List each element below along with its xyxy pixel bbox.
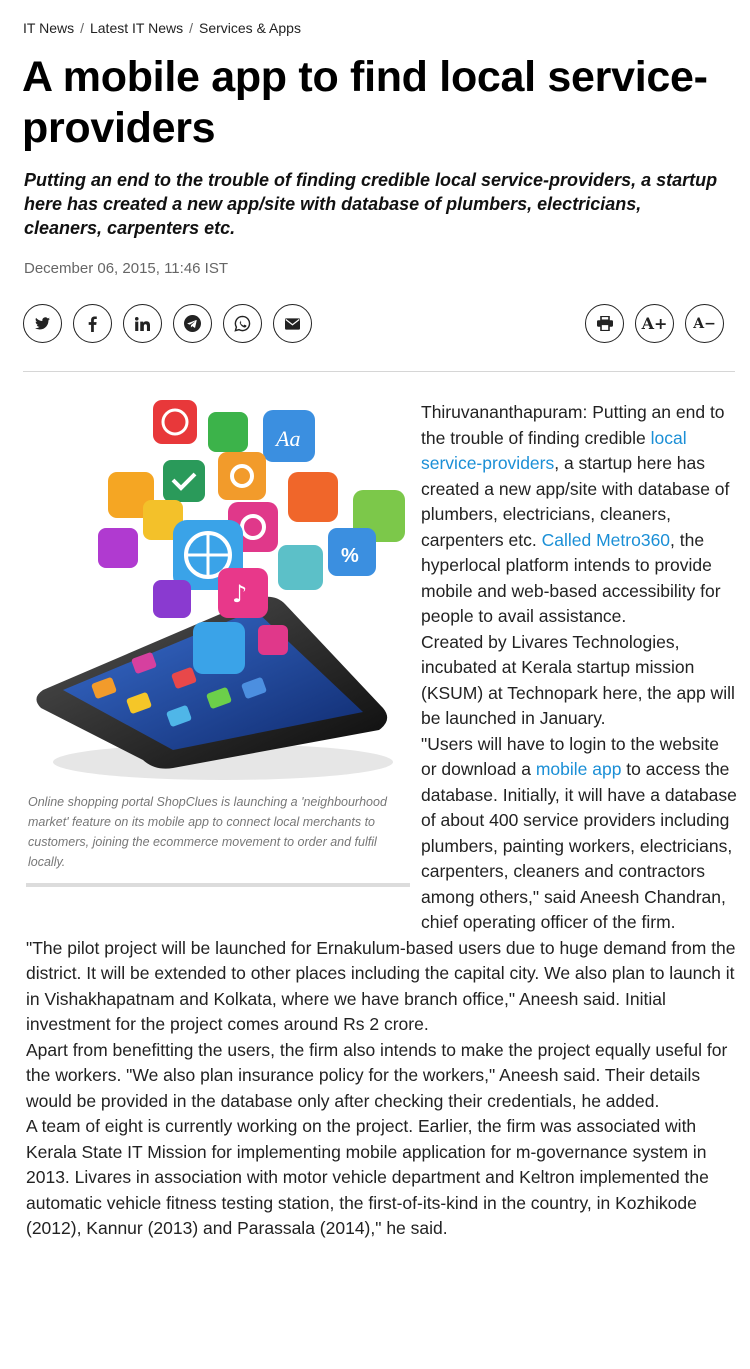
header-divider: [23, 371, 735, 372]
font-decrease-button[interactable]: [685, 304, 724, 343]
local-service-providers-link[interactable]: local service-providers: [421, 427, 687, 473]
body-paragraph-4: "The pilot project will be launched for Ernakulum-based users due to huge demand from the district. It will be extended to other places including the capital city. We also plan to launch it in Vishakhapatnam and Kolkata, where we have branch office," Aneesh said. Initial investment for the project comes around Rs 2 crore.: [26, 937, 736, 1034]
body-text: , a startup here has created a new app/site with database of plumbers, electricians, cleaners, carpenters etc.: [421, 453, 730, 550]
svg-text:♪: ♪: [232, 580, 248, 608]
whatsapp-share-button[interactable]: [223, 304, 262, 343]
twitter-share-button[interactable]: [23, 304, 62, 343]
breadcrumb-separator: /: [80, 20, 84, 36]
linkedin-share-button[interactable]: [123, 304, 162, 343]
breadcrumb: [23, 20, 301, 36]
whatsapp-icon: [234, 315, 251, 332]
body-text: to access the database. Initially, it will have a database of about 400 service providers including plumbers, painting workers, electricians, carpenters, cleaners and contractors among others," said Aneesh Chandran, chief operating officer of the firm.: [421, 759, 737, 932]
print-icon: [597, 316, 613, 331]
svg-text:Aa: Aa: [276, 426, 301, 451]
article-tools: [585, 304, 724, 343]
called-metro360-link[interactable]: Called Metro360: [541, 529, 671, 550]
print-button[interactable]: [585, 304, 624, 343]
breadcrumb-it-news[interactable]: IT News: [23, 20, 75, 36]
linkedin-icon: [135, 317, 150, 331]
breadcrumb-services-apps[interactable]: Services & Apps: [199, 20, 301, 36]
body-text: "Users will have to login to the website or download a: [421, 733, 720, 779]
facebook-icon: [88, 316, 97, 332]
body-paragraph-6: A team of eight is currently working on the project. Earlier, the firm was associated with Kerala State IT Mission for implementing mobile application for m-governance system in 2013. Livares in association with motor vehicle department and Keltron implemented the automatic vehicle fitness testing station, the first-of-its-kind in the country, in Kozhikode (2012), Kannur (2013) and Parassala (2014)," he said.: [26, 1116, 709, 1238]
body-text: , the hyperlocal platform intends to provide mobile and web-based accessibility for people to avail assistance.: [421, 529, 721, 626]
mobile-app-link[interactable]: mobile app: [535, 759, 622, 779]
email-share-button[interactable]: [273, 304, 312, 343]
figure-caption: Online shopping portal ShopClues is launching a 'neighbourhood market' feature on its mobile app to connect local merchants to customers, joining the ecommerce movement to order and fulfil locally.: [28, 795, 387, 869]
twitter-icon: [35, 317, 50, 330]
breadcrumb-latest-it-news[interactable]: Latest IT News: [89, 20, 184, 36]
body-text: Thiruvananthapuram: Putting an end to the trouble of finding credible: [421, 402, 725, 448]
facebook-share-button[interactable]: [73, 304, 112, 343]
font-increase-label: A+: [641, 314, 668, 333]
body-paragraph-2: Created by Livares Technologies, incubated at Kerala startup mission (KSUM) at Technopark here, the app will be launched in January.: [421, 631, 735, 728]
telegram-share-button[interactable]: [173, 304, 212, 343]
article-summary: Putting an end to the trouble of finding credible local service-providers, a startup here has created a new app/site with database of plumbers, electricians, cleaners, carpenters etc.: [24, 170, 718, 238]
font-increase-button[interactable]: [635, 304, 674, 343]
figure-float-spacer: [26, 400, 421, 928]
article-body: [26, 400, 738, 1242]
breadcrumb-separator: /: [189, 20, 193, 36]
email-icon: [285, 318, 300, 330]
telegram-icon: [184, 315, 201, 332]
share-toolbar: [23, 304, 312, 343]
body-paragraph-5: Apart from benefitting the users, the firm also intends to make the project equally useful for the workers. "We also plan insurance policy for the workers," Aneesh said. Their details would be provided in the database only after checking their credentials, he added.: [26, 1039, 728, 1111]
font-decrease-label: A−: [693, 315, 716, 332]
article-title: A mobile app to find local service-providers: [22, 53, 708, 152]
svg-text:%: %: [341, 545, 359, 567]
article-dateline: December 06, 2015, 11:46 IST: [24, 260, 229, 277]
